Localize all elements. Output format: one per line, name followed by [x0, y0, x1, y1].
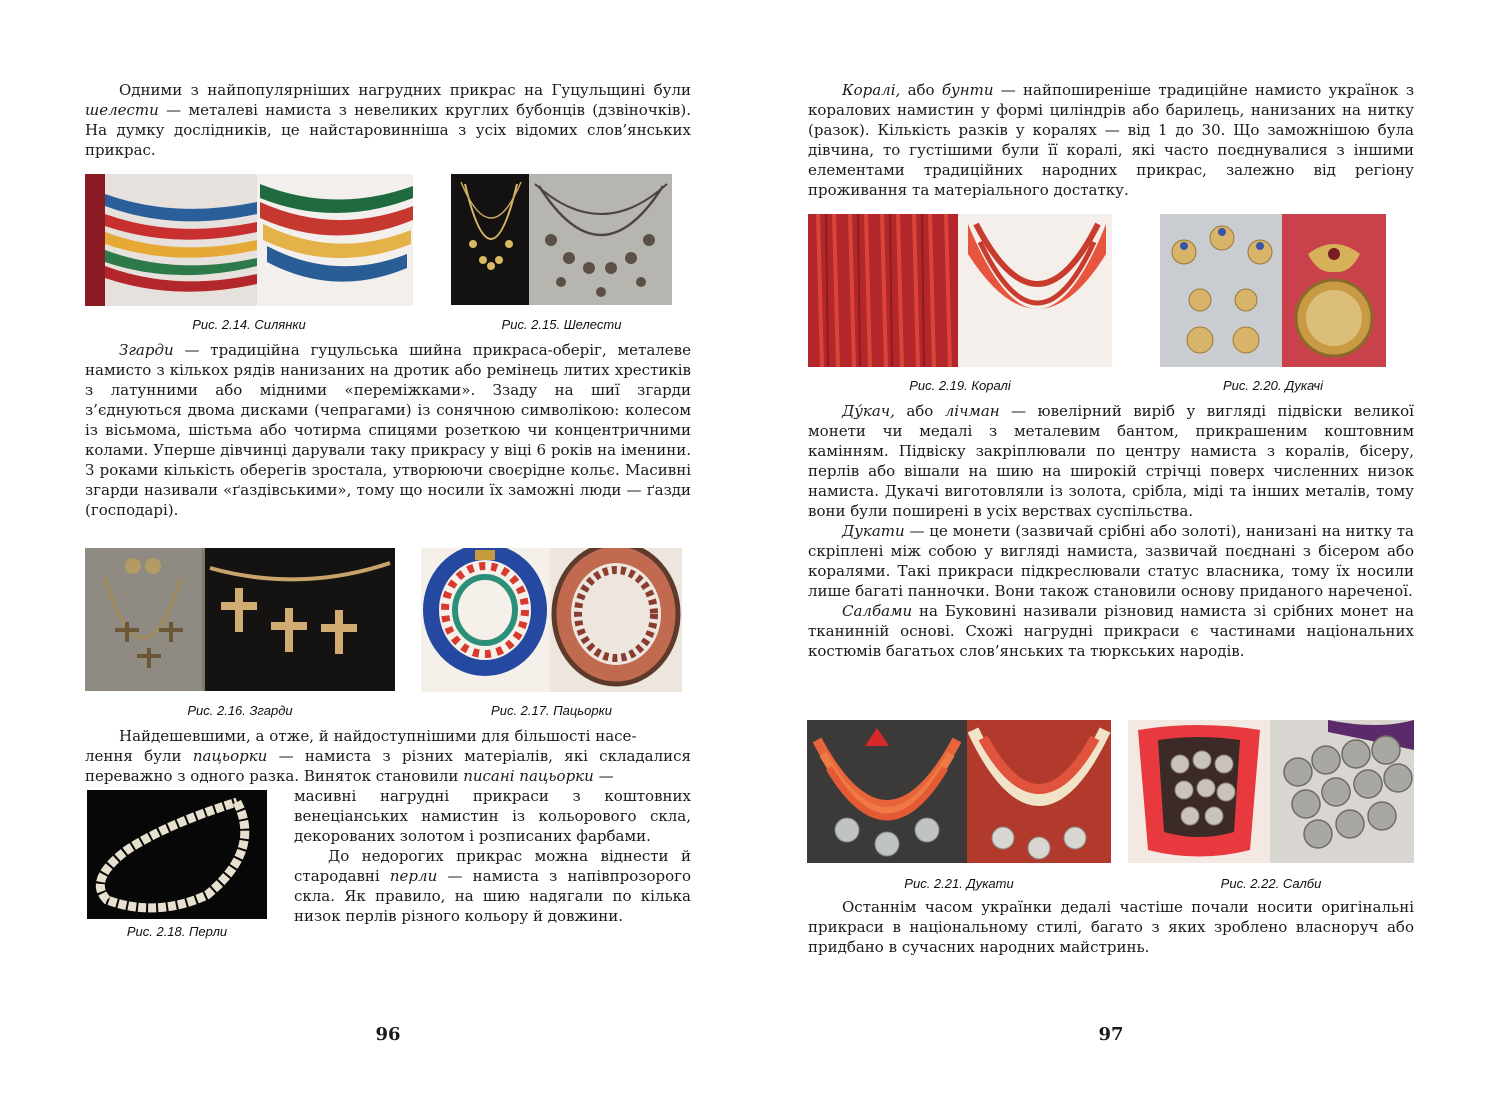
- closing-paragraph: [808, 897, 1414, 957]
- text-run: — намиста з різних матеріалів, які складалися переважно з одного разка. Виняток становили: [85, 747, 691, 785]
- fig-2-18-caption: Рис. 2.18. Перли: [126, 924, 228, 939]
- right-page: [808, 0, 1414, 1103]
- fig-2-15-image: [451, 174, 672, 305]
- term-pysani-patsorky: писані пацьорки: [463, 767, 594, 785]
- term-korali: Коралі,: [842, 81, 901, 99]
- text-run: Останнім часом українки дедалі частіше почали носити оригінальні прикраси в національному стилі, багато з яких зроблено власноруч або придбано в сучасних народних майстринь.: [808, 898, 1414, 956]
- fig-2-17-caption: Рис. 2.17. Пацьорки: [491, 703, 612, 718]
- patsorky-paragraph-top: [85, 726, 691, 786]
- text-run: — це монети (зазвичай срібні або золоті), нанизані на нитку та скріплені між собою у вигляді намиста, зазвичай поєднані з бісером або коралями. Такі прикраси підкреслювали статус власника, тому їх носили лише багаті панночки. Вони також становили основу приданого нареченої.: [808, 522, 1414, 600]
- fig-2-17-image: [421, 548, 682, 692]
- text-run: — найпоширеніше традиційне намисто українок з коралових намистин у формі циліндрів або барилець, нанизаних на нитку (разок). Кількість разків у коралях — від 1 до 30. Що заможнішою була дівчина, то густішими були її коралі, які часто поєднувалися з іншими елементами традиційних народних прикрас, залежно від регіону проживання та матеріального достатку.: [808, 81, 1415, 199]
- page-number-left: 96: [375, 1024, 401, 1045]
- fig-2-21-caption: Рис. 2.21. Дукати: [904, 876, 1014, 891]
- fig-2-14-caption: Рис. 2.14. Силянки: [192, 317, 306, 332]
- fig-2-20-caption: Рис. 2.20. Дукачі: [1222, 378, 1324, 393]
- fig-2-16-caption: Рис. 2.16. Згарди: [187, 703, 293, 718]
- fig-2-19-image: [808, 214, 1112, 367]
- fig-2-18-image: [87, 790, 267, 919]
- text-run: на Буковині називали різновид намиста зі срібних монет на тканинній основі. Схожі нагрудні прикраси є частинами національних костюмів багатьох слов’янських та тюркських народів.: [808, 602, 1414, 660]
- fig-2-14-image: [85, 174, 413, 306]
- intro-paragraph: [85, 80, 691, 160]
- dukach-paragraph: [808, 401, 1414, 661]
- term-perly: перли: [389, 867, 438, 885]
- fig-2-21-image: [807, 720, 1111, 863]
- fig-2-20-image: [1160, 214, 1386, 367]
- text-run: — традиційна гуцульська шийна прикраса-оберіг, металеве намисто з кількох рядів нанизаних на дротик або ремінець литих хрестиків з латунними або мідними «переміжками». Ззаду на шиї згарди з’єднуються двома дисками (чепрагами) із сонячною символікою: колесом із вісьмома, шістьма або чотирма спицями розеткою чи концентричними колами. Уперше дівчинці дарували таку прикрасу у віці 6 років на іменини. З роками кількість оберегів зростала, утворюючи своєрідне кольє. Масивні згарди називали «ґаздівськими», тому що носили їх заможні люди — ґазди (господарі).: [85, 341, 691, 519]
- text-run: — намиста з напівпрозорого скла. Як правило, на шию надягали по кілька низок перлів різного кольору й довжини.: [294, 867, 691, 925]
- text-run: масивні нагрудні прикраси з коштовних венеціанських намистин із кольорового скла, декорованих золотом і розписаних фарбами.: [294, 787, 691, 845]
- text-run: Одними з найпопулярніших нагрудних прикрас на Гуцульщині були: [119, 81, 691, 99]
- text-run: або: [894, 402, 945, 420]
- text-run: Найдешевшими, а отже, й найдоступнішими для більшості насе-: [119, 727, 637, 745]
- fig-2-16-image: [85, 548, 395, 691]
- left-page: [85, 0, 691, 1103]
- term-dukaty: Дукати: [842, 522, 905, 540]
- text-run: —: [593, 767, 614, 785]
- text-run: — металеві намиста з невеликих круглих бубонців (дзвіночків). На думку дослідників, це найстаровинніша з усіх відомих слов’янських прикрас.: [85, 101, 691, 159]
- patsorky-paragraph-wrap: [294, 786, 691, 926]
- zgardy-paragraph: [85, 340, 691, 520]
- term-salby: Салбами: [842, 602, 913, 620]
- text-run: лення були: [85, 747, 193, 765]
- page-number-right: 97: [1098, 1024, 1124, 1045]
- text-run: До недорогих прикрас можна віднести й стародавні: [294, 847, 691, 885]
- term-lichman: лічман: [944, 402, 1000, 420]
- fig-2-15-caption: Рис. 2.15. Шелести: [501, 317, 622, 332]
- text-run: — ювелірний виріб у вигляді підвіски великої монети чи медалі з металевим бантом, прикрашеним коштовним камінням. Підвіску закріплювали по центру намиста з коралів, бісеру, перлів або вішали на шию на широкій стрічці поверх численних низок намиста. Дукачі виготовляли із золота, срібла, міді та інших металів, тому вони були поширені в усіх верствах суспільства.: [808, 402, 1414, 520]
- fig-2-19-caption: Рис. 2.19. Коралі: [909, 378, 1011, 393]
- term-patsorky: пацьорки: [192, 747, 268, 765]
- korali-paragraph: [808, 80, 1414, 200]
- text-run: або: [900, 81, 942, 99]
- term-dukach: Ду́кач,: [842, 402, 895, 420]
- term-zgardy: Згарди: [119, 341, 174, 359]
- fig-2-22-image: [1128, 720, 1414, 863]
- term-sheleсty: шелести: [85, 101, 159, 119]
- term-bunty: бунти: [941, 81, 994, 99]
- fig-2-22-caption: Рис. 2.22. Салби: [1220, 876, 1322, 891]
